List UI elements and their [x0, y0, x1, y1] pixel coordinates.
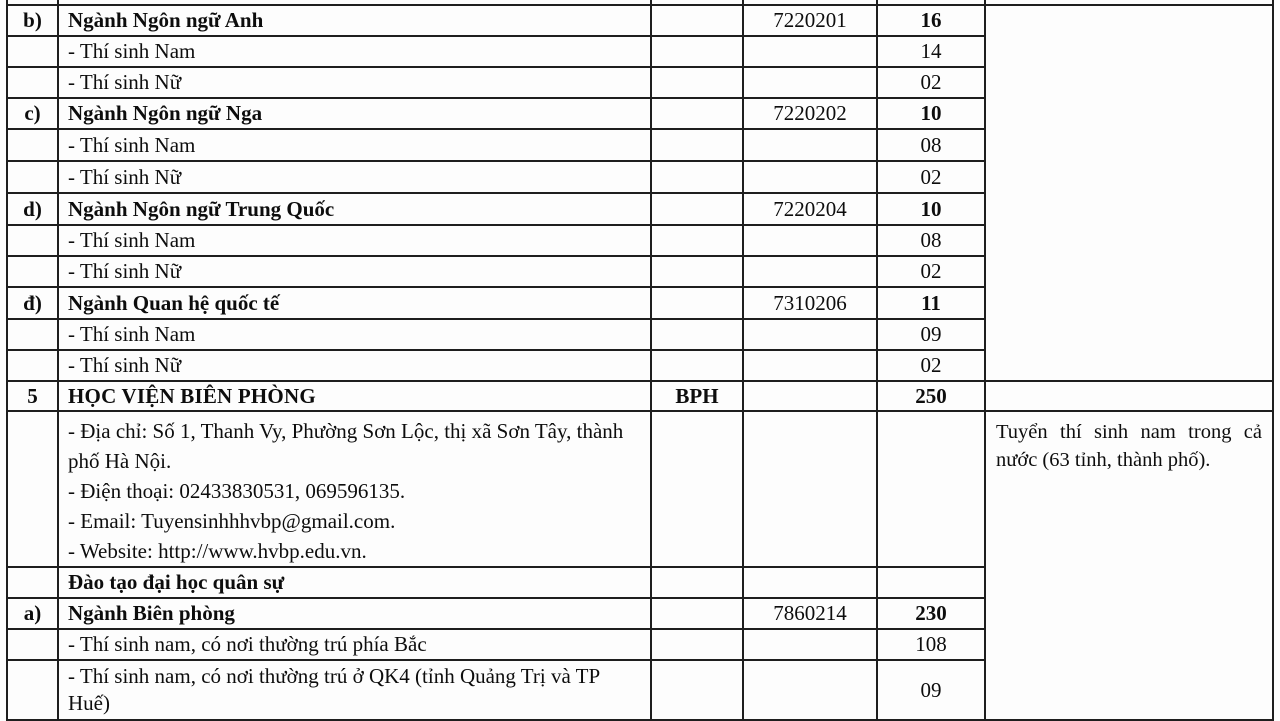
code-cell [743, 319, 877, 350]
code-cell [743, 129, 877, 161]
academy-name-cell: HỌC VIỆN BIÊN PHÒNG [58, 381, 651, 411]
program-name-cell: Ngành Ngôn ngữ Nga [58, 98, 651, 129]
email-line: - Email: Tuyensinhhhvbp@gmail.com. [68, 509, 396, 533]
row-label-cell: b) [7, 5, 58, 36]
abbr-cell [651, 629, 743, 660]
program-name-cell: - Thí sinh Nam [58, 225, 651, 256]
abbr-cell [651, 598, 743, 629]
abbr-cell [651, 193, 743, 225]
program-name-cell: Ngành Quan hệ quốc tế [58, 287, 651, 319]
quota-cell: 08 [877, 225, 985, 256]
row-label-cell [7, 411, 58, 567]
program-name-cell: - Thí sinh Nam [58, 319, 651, 350]
quota-cell: 14 [877, 36, 985, 67]
program-name-cell: Ngành Ngôn ngữ Anh [58, 5, 651, 36]
row-label-cell: a) [7, 598, 58, 629]
abbr-cell [651, 98, 743, 129]
row-label-cell [7, 129, 58, 161]
code-cell [743, 660, 877, 720]
program-name-cell: - Thí sinh Nam [58, 36, 651, 67]
phone-line: - Điện thoại: 02433830531, 069596135. [68, 479, 406, 503]
row-label-cell [7, 350, 58, 381]
code-cell [743, 67, 877, 98]
abbr-cell [651, 287, 743, 319]
program-name-cell: - Thí sinh Nữ [58, 67, 651, 98]
code-cell [743, 629, 877, 660]
row-label-cell [7, 67, 58, 98]
section-title-cell: Đào tạo đại học quân sự [58, 567, 651, 598]
quota-cell: 09 [877, 319, 985, 350]
abbr-cell [651, 411, 743, 567]
notes-cell-languages [985, 5, 1273, 381]
quota-cell: 108 [877, 629, 985, 660]
code-cell [743, 381, 877, 411]
quota-cell: 08 [877, 129, 985, 161]
notes-cell-academy: Tuyển thí sinh nam trong cả nước (63 tỉnh, thành phố). [985, 411, 1273, 720]
quota-cell: 250 [877, 381, 985, 411]
address-line: - Địa chỉ: Số 1, Thanh Vy, Phường Sơn Lộc, thị xã Sơn Tây, thành phố Hà Nội. [68, 419, 624, 473]
abbr-cell [651, 129, 743, 161]
contact-info-cell [58, 411, 651, 567]
code-cell: 7220202 [743, 98, 877, 129]
quota-cell: 09 [877, 660, 985, 720]
row-label-cell: 5 [7, 381, 58, 411]
program-name-cell: Ngành Biên phòng [58, 598, 651, 629]
quota-cell: 10 [877, 193, 985, 225]
row-label-cell [7, 256, 58, 287]
code-cell: 7220204 [743, 193, 877, 225]
code-cell: 7220201 [743, 5, 877, 36]
row-label-cell: đ) [7, 287, 58, 319]
abbr-cell [651, 5, 743, 36]
program-name-cell: - Thí sinh nam, có nơi thường trú phía Bắc [58, 629, 651, 660]
program-name-cell: Ngành Ngôn ngữ Trung Quốc [58, 193, 651, 225]
table-row-academy-header [7, 381, 1273, 411]
table-row [7, 5, 1273, 36]
row-label-cell [7, 629, 58, 660]
notes-cell-academy-row [985, 381, 1273, 411]
abbr-cell [651, 350, 743, 381]
code-cell [743, 411, 877, 567]
program-name-cell: - Thí sinh Nữ [58, 256, 651, 287]
code-cell: 7310206 [743, 287, 877, 319]
quota-cell: 02 [877, 161, 985, 193]
program-name-cell: - Thí sinh Nữ [58, 350, 651, 381]
abbr-cell [651, 36, 743, 67]
abbr-cell [651, 256, 743, 287]
code-cell [743, 225, 877, 256]
code-cell: 7860214 [743, 598, 877, 629]
row-label-cell [7, 660, 58, 720]
code-cell [743, 161, 877, 193]
row-label-cell: c) [7, 98, 58, 129]
quota-cell: 16 [877, 5, 985, 36]
quota-cell: 02 [877, 350, 985, 381]
quota-cell: 10 [877, 98, 985, 129]
abbr-cell [651, 660, 743, 720]
abbr-cell: BPH [651, 381, 743, 411]
row-label-cell [7, 319, 58, 350]
abbr-cell [651, 161, 743, 193]
code-cell [743, 36, 877, 67]
program-name-cell: - Thí sinh Nữ [58, 161, 651, 193]
quota-cell: 02 [877, 67, 985, 98]
quota-cell: 230 [877, 598, 985, 629]
quota-cell: 11 [877, 287, 985, 319]
program-name-cell: - Thí sinh Nam [58, 129, 651, 161]
quota-cell [877, 567, 985, 598]
row-label-cell [7, 567, 58, 598]
row-label-cell [7, 36, 58, 67]
quota-cell: 02 [877, 256, 985, 287]
abbr-cell [651, 225, 743, 256]
row-label-cell: d) [7, 193, 58, 225]
admissions-table [6, 0, 1274, 721]
row-label-cell [7, 225, 58, 256]
row-label-cell [7, 161, 58, 193]
code-cell [743, 567, 877, 598]
code-cell [743, 256, 877, 287]
website-line: - Website: http://www.hvbp.edu.vn. [68, 539, 367, 563]
abbr-cell [651, 67, 743, 98]
quota-cell [877, 411, 985, 567]
code-cell [743, 350, 877, 381]
table-row-contact [7, 411, 1273, 567]
abbr-cell [651, 567, 743, 598]
program-name-cell: - Thí sinh nam, có nơi thường trú ở QK4 (tỉnh Quảng Trị và TP Huế) [58, 660, 651, 720]
abbr-cell [651, 319, 743, 350]
